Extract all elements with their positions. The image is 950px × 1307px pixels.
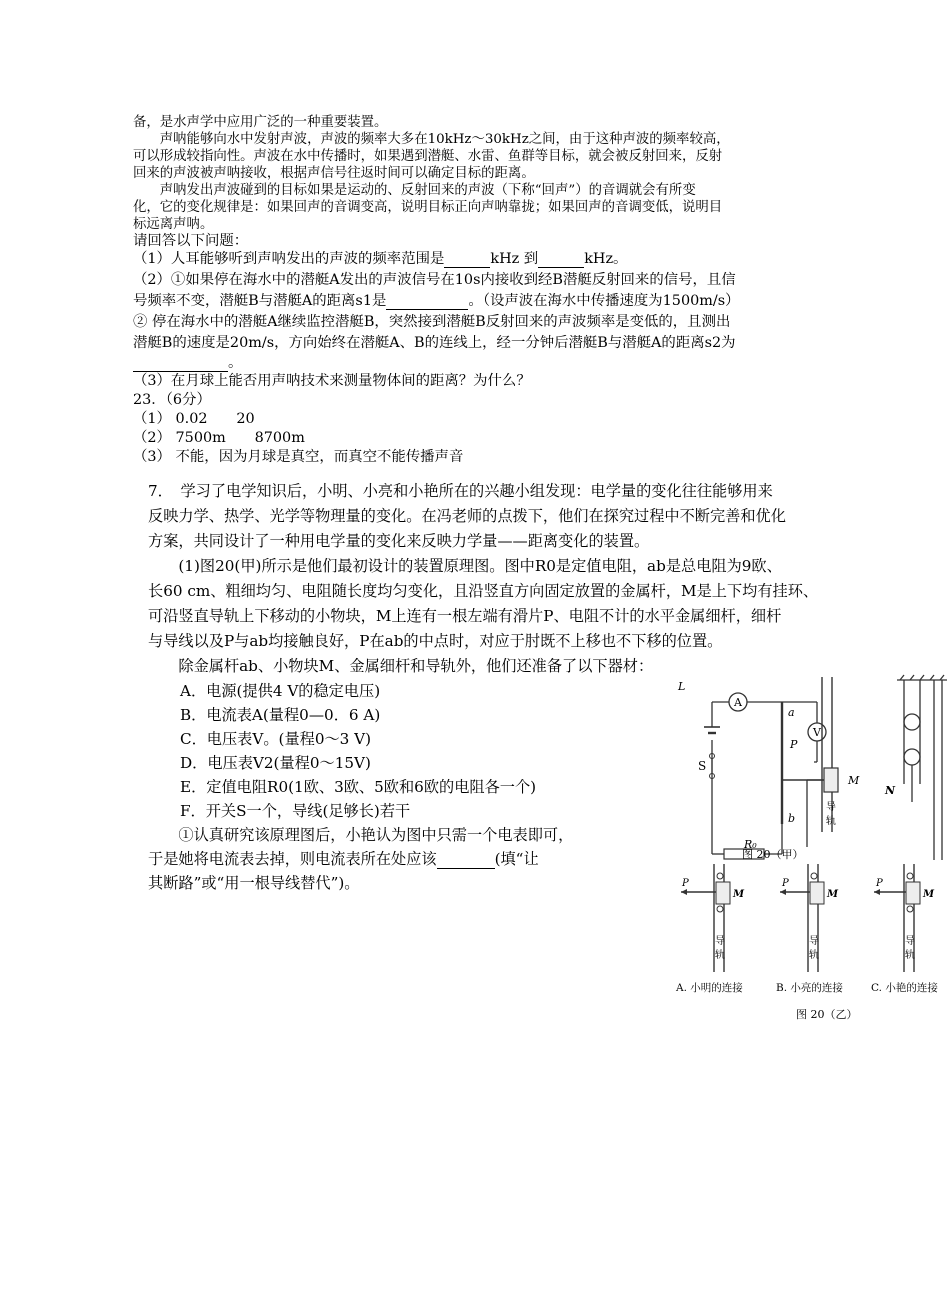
answer-label: （3） bbox=[133, 449, 171, 465]
answer-label: （1） bbox=[133, 411, 171, 427]
rail-label: 导 bbox=[826, 802, 836, 813]
paragraph-line: 声呐能够向水中发射声波，声波的频率大多在10kHz～30kHz之间，由于这种声波的频率较高， bbox=[133, 132, 730, 147]
question-3: （3）在月球上能否用声呐技术来测量物体间的距离？为什么？ bbox=[133, 373, 531, 389]
question-2-text: 。 bbox=[228, 355, 243, 371]
paragraph-line: 声呐发出声波碰到的目标如果是运动的、反射回来的声波（下称“回声”）的音调就会有所变 bbox=[133, 183, 696, 198]
question-1-text: （1）人耳能够听到声呐发出的声波的频率范围是 bbox=[133, 251, 445, 267]
rail-label: 导 bbox=[715, 936, 725, 947]
question-1 bbox=[133, 247, 627, 268]
rail-label: 轨 bbox=[905, 950, 915, 961]
sub-question-text: 于是她将电流表去掉，则电流表所在处应该 bbox=[148, 850, 437, 868]
label-P: P bbox=[876, 878, 883, 889]
rail-label: 轨 bbox=[809, 950, 819, 961]
rail-label: 导 bbox=[905, 936, 915, 947]
label-M: M bbox=[848, 774, 860, 787]
answer-text: 不能，因为月球是真空，而真空不能传播声音 bbox=[175, 449, 464, 465]
sub-question-line: ①认真研究该原理图后，小艳认为图中只需一个电表即可， bbox=[148, 826, 574, 844]
question-2-line bbox=[133, 289, 740, 310]
label-P: P bbox=[790, 738, 798, 751]
paragraph-line: 可沿竖直导轨上下移动的小物块，M上连有一根左端有滑片P、电阻不计的水平金属细杆，细杆 bbox=[148, 607, 782, 625]
figure-20-yi bbox=[676, 862, 948, 974]
option-a: A．电源(提供4 V的稳定电压) bbox=[180, 682, 381, 700]
label-L: L bbox=[678, 680, 686, 693]
option-d: D．电压表V2(量程0～15V) bbox=[180, 754, 371, 772]
rail-label: 导 bbox=[809, 936, 819, 947]
question-2-text: 。（设声波在海水中传播速度为1500m/s） bbox=[468, 293, 740, 309]
question-2-line: （2）①如果停在海水中的潜艇A发出的声波信号在10s内接收到经B潜艇反射回来的信号，且信 bbox=[133, 272, 736, 288]
panel-a bbox=[681, 864, 745, 972]
question-2-text: 号频率不变，潜艇B与潜艇A的距离s1是 bbox=[133, 293, 387, 309]
prompt-line: 请回答以下问题： bbox=[133, 233, 249, 249]
panel-b bbox=[780, 864, 839, 972]
answer-label: （2） bbox=[133, 430, 171, 446]
panel-c bbox=[874, 864, 935, 972]
label-M: M bbox=[827, 889, 839, 900]
option-c: C．电压表V。(量程0～3 V) bbox=[180, 730, 372, 748]
rail-label: 轨 bbox=[826, 816, 836, 827]
question-1-unit: kHz 到 bbox=[490, 251, 539, 267]
sub-question-text: (填“让 bbox=[494, 850, 539, 868]
paragraph-line: 回来的声波被声呐接收，根据声信号往返时间可以确定目标的距离。 bbox=[133, 166, 535, 181]
answer-blank bbox=[437, 850, 495, 869]
label-M: M bbox=[923, 889, 935, 900]
label-S: S bbox=[698, 759, 707, 773]
answer-line bbox=[133, 426, 305, 447]
paragraph-line: 长60 cm、粗细均匀、电阻随长度均匀变化，且沿竖直方向固定放置的金属杆，M是上下均有挂环、 bbox=[148, 582, 819, 600]
label-P: P bbox=[682, 878, 689, 889]
answer-blank bbox=[538, 251, 584, 268]
answer-blank bbox=[386, 293, 468, 310]
question-1-unit: kHz。 bbox=[584, 251, 628, 267]
paragraph-line: 可以形成较指向性。声波在水中传播时，如果遇到潜艇、水雷、鱼群等目标，就会被反射回来，反射 bbox=[133, 149, 723, 164]
label-P: P bbox=[782, 878, 789, 889]
label-R0: R₀ bbox=[744, 838, 757, 851]
label-M: M bbox=[733, 889, 745, 900]
answer-line bbox=[133, 407, 255, 428]
panel-c-caption: C. 小艳的连接 bbox=[871, 982, 938, 994]
figure-20-jia-caption: 图 20（甲） bbox=[742, 848, 804, 861]
answer-text: 0.02 20 bbox=[175, 411, 255, 427]
sub-question-line bbox=[148, 848, 539, 869]
figure-20-yi-caption: 图 20（乙） bbox=[796, 1008, 858, 1021]
answer-text: 7500m 8700m bbox=[175, 430, 305, 446]
voltmeter-label: V bbox=[813, 726, 821, 739]
paragraph-line: 化，它的变化规律是：如果回声的音调变高，说明目标正向声呐靠拢；如果回声的音调变低，说明目 bbox=[133, 200, 723, 215]
label-N: N bbox=[885, 784, 896, 797]
option-f: F．开关S一个，导线(足够长)若干 bbox=[180, 802, 411, 820]
paragraph-line: 反映力学、热学、光学等物理量的变化。在冯老师的点拨下，他们在探究过程中不断完善和优化 bbox=[148, 507, 786, 525]
paragraph-line: 方案，共同设计了一种用电学量的变化来反映力学量——距离变化的装置。 bbox=[148, 532, 650, 550]
label-a: a bbox=[788, 706, 795, 719]
panel-a-caption: A. 小明的连接 bbox=[676, 982, 743, 994]
paragraph-line: 除金属杆ab、小物块M、金属细杆和导轨外，他们还准备了以下器材： bbox=[148, 657, 654, 675]
paragraph-line: 与导线以及P与ab均接触良好，P在ab的中点时，对应于肘既不上移也不下移的位置。 bbox=[148, 632, 723, 650]
figure-20-jia bbox=[672, 672, 950, 860]
question-2-line: 潜艇B的速度是20m/s，方向始终在潜艇A、B的连线上，经一分钟后潜艇B与潜艇A的距离s2为 bbox=[133, 335, 736, 351]
paragraph-line: 备，是水声学中应用广泛的一种重要装置。 bbox=[133, 115, 388, 130]
label-b: b bbox=[788, 812, 796, 825]
paragraph-line: 7． 学习了电学知识后，小明、小亮和小艳所在的兴趣小组发现：电学量的变化往往能够用来 bbox=[148, 482, 773, 500]
sub-question-line: 其断路”或“用一根导线替代”)。 bbox=[148, 874, 360, 892]
panel-b-caption: B. 小亮的连接 bbox=[776, 982, 843, 994]
paragraph-line: 标远离声呐。 bbox=[133, 217, 214, 232]
rail-label: 轨 bbox=[715, 950, 725, 961]
option-e: E．定值电阻R0(1欧、3欧、5欧和6欧的电阻各一个) bbox=[180, 778, 537, 796]
answer-title: 23．（6分） bbox=[133, 392, 211, 408]
answer-blank bbox=[444, 251, 490, 268]
option-b: B．电流表A(量程0—0．6 A) bbox=[180, 706, 381, 724]
question-2-line: ② 停在海水中的潜艇A继续监控潜艇B，突然接到潜艇B反射回来的声波频率是变低的，且测出 bbox=[133, 314, 731, 330]
paragraph-line: (1)图20(甲)所示是他们最初设计的装置原理图。图中R0是定值电阻，ab是总电阻为9欧、 bbox=[148, 557, 782, 575]
answer-line bbox=[133, 445, 463, 466]
ammeter-label: A bbox=[734, 696, 742, 709]
